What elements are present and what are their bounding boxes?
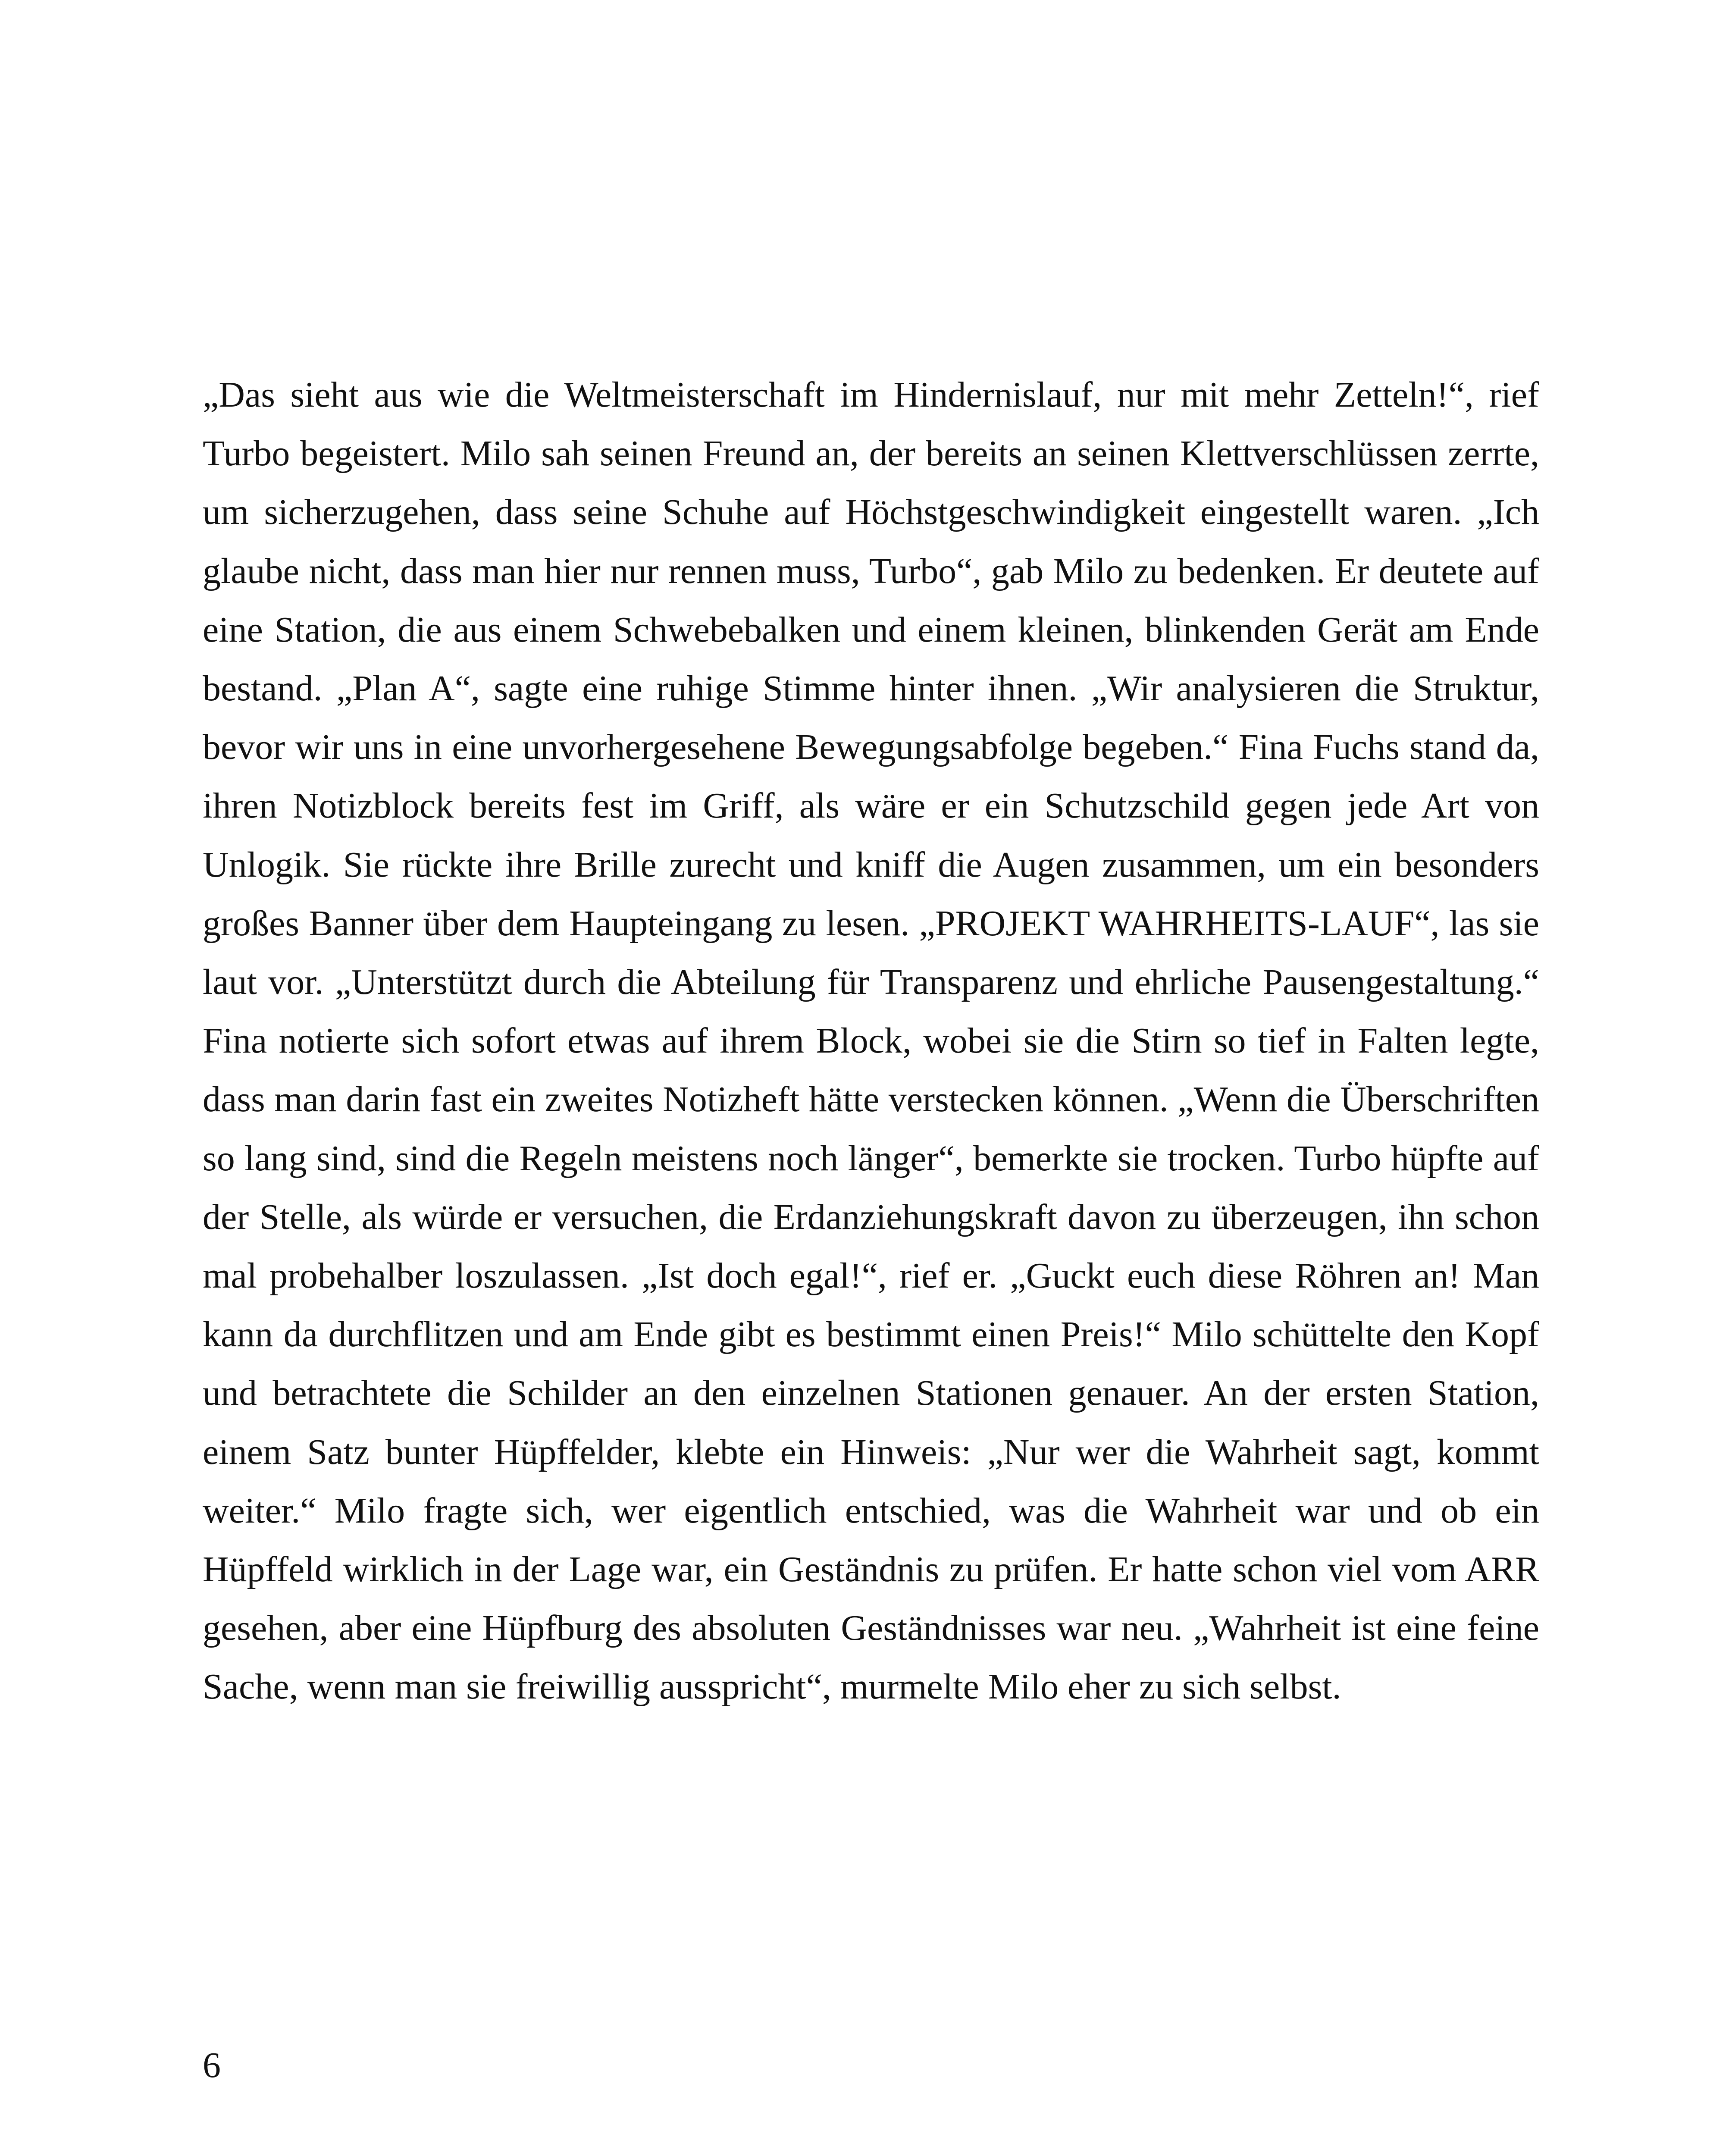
page-number: 6 — [203, 2045, 221, 2085]
body-paragraph: „Das sieht aus wie die Weltmeisterschaft im Hindernislauf, nur mit mehr Zetteln!“, rief Turbo begeistert. Milo sah seinen Freund an, der bereits an seinen Klettverschlüssen zerrte, um sicherzugehen, dass seine Schuhe auf Höchstgeschwindigkeit eingestellt waren. „Ich glaube nicht, dass man hier nur rennen muss, Turbo“, gab Milo zu bedenken. Er deutete auf eine Station, die aus einem Schwebebalken und einem kleinen, blinkenden Gerät am Ende bestand. „Plan A“, sagte eine ruhige Stimme hinter ihnen. „Wir analysieren die Struktur, bevor wir uns in eine unvorhergesehene Bewegungsabfolge begeben.“ Fina Fuchs stand da, ihren Notizblock bereits fest im Griff, als wäre er ein Schutzschild gegen jede Art von Unlogik. Sie rückte ihre Brille zurecht und kniff die Augen zusammen, um ein besonders großes Banner über dem Haupteingang zu lesen. „PROJEKT WAHRHEITS-LAUF“, las sie laut vor. „Unterstützt durch die Abteilung für Transparenz und ehrliche Pausengestaltung.“ Fina notierte sich sofort etwas auf ihrem Block, wobei sie die Stirn so tief in Falten legte, dass man darin fast ein zweites Notizheft hätte verstecken können. „Wenn die Überschriften so lang sind, sind die Regeln meistens noch länger“, bemerkte sie trocken. Turbo hüpfte auf der Stelle, als würde er versuchen, die Erdanziehungskraft davon zu überzeugen, ihn schon mal probehalber loszulassen. „Ist doch egal!“, rief er. „Guckt euch diese Röhren an! Man kann da durchflitzen und am Ende gibt es bestimmt einen Preis!“ Milo schüttelte den Kopf und betrachtete die Schilder an den einzelnen Stationen genauer. An der ersten Station, einem Satz bunter Hüpffelder, klebte ein Hinweis: „Nur wer die Wahrheit sagt, kommt weiter.“ Milo fragte sich, wer eigentlich entschied, was die Wahrheit war und ob ein Hüpffeld wirklich in der Lage war, ein Geständnis zu prüfen. Er hatte schon viel vom ARR gesehen, aber eine Hüpfburg des absoluten Geständnisses war neu. „Wahrheit ist eine feine Sache, wenn man sie freiwillig ausspricht“, murmelte Milo eher zu sich selbst. — [203, 375, 1539, 1707]
